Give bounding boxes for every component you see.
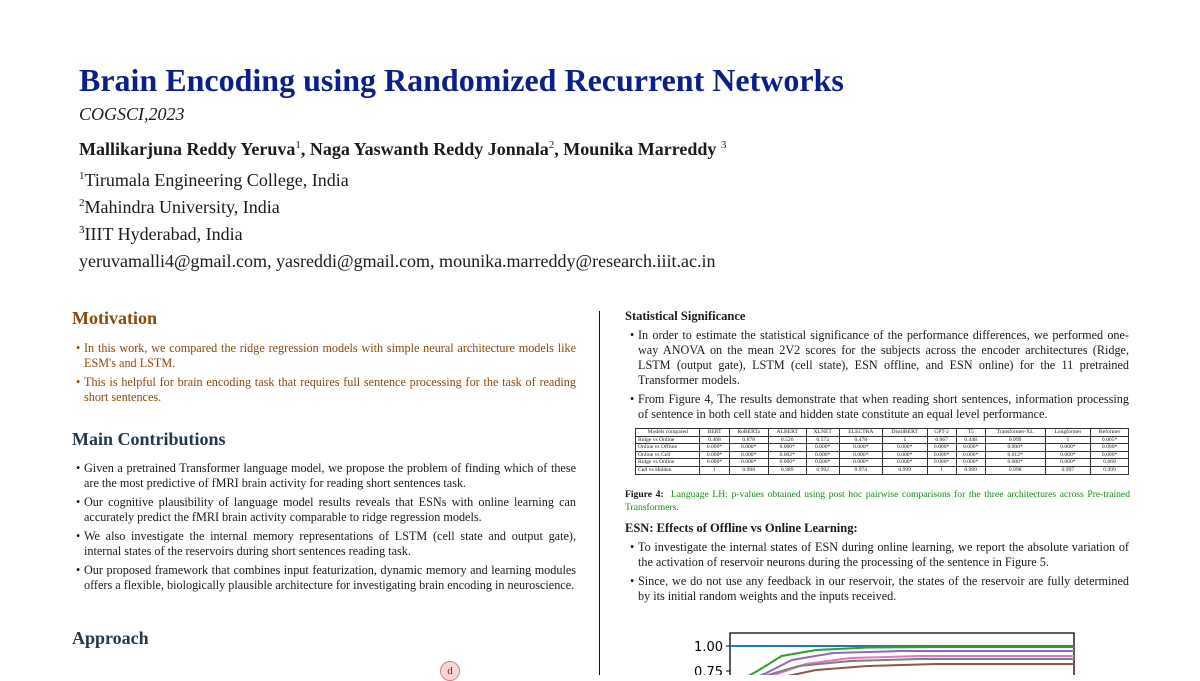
y-tick-label: 0.75 — [694, 665, 723, 675]
affiliation — [79, 224, 243, 245]
table-cell: 0.000* — [700, 451, 729, 459]
row-label-cell: Cell vs Hidden — [636, 466, 700, 474]
esn-heading: ESN: Effects of Offline vs Online Learning: — [625, 521, 858, 535]
table-cell: 0.000* — [700, 444, 729, 452]
table-cell: 0.000* — [839, 459, 882, 467]
author-affiliation-mark: 2 — [548, 139, 555, 151]
table-cell: 0.000* — [956, 451, 985, 459]
table-cell: 0.068 — [1091, 459, 1129, 467]
table-cell: 0.478 — [839, 436, 882, 444]
list-item: • In this work, we compared the ridge regression models with simple neural architecture models like ESM's and LSTM. — [76, 341, 576, 371]
row-label-cell: Ridge vs Online — [636, 459, 700, 467]
table-cell: 0.000* — [700, 459, 729, 467]
list-item: • Our proposed framework that combines input featurization, dynamic memory and learning modules offers a flexible, biologically plausible architecture for investigating brain encoding in neuroscience. — [76, 563, 576, 593]
column-header: T5 — [956, 429, 985, 437]
approach-heading: Approach — [72, 628, 149, 648]
table-cell: 0.967 — [927, 436, 956, 444]
table-cell: 0.878 — [729, 436, 768, 444]
figure-caption — [625, 488, 1130, 514]
column-header: Models compared — [636, 429, 700, 437]
table-cell: 0.000* — [956, 459, 985, 467]
table-cell: 0.992 — [806, 466, 839, 474]
motivation-list — [76, 341, 576, 409]
reservoir-activation-chart — [680, 628, 1080, 675]
table-cell: 0.999 — [1091, 466, 1129, 474]
table-cell: 0.012* — [985, 451, 1045, 459]
list-item: • Given a pretrained Transformer language model, we propose the problem of finding which of these are the most predictive of fMRI brain activity for reading short sentences task. — [76, 461, 576, 491]
table-row — [636, 459, 1129, 467]
table-cell: 0.000* — [1045, 459, 1091, 467]
p-values-table — [635, 428, 1129, 475]
statistical-significance-list — [630, 328, 1129, 426]
table-cell: 0.000* — [927, 459, 956, 467]
column-header: Longformer — [1045, 429, 1091, 437]
contributions-heading: Main Contributions — [72, 429, 226, 449]
column-header: ELECTRA — [839, 429, 882, 437]
table-cell: 0.000* — [806, 444, 839, 452]
figure-caption-text: Language LH: p-values obtained using post hoc pairwise comparisons for the three architectures across Pre-trained Transformers. — [625, 489, 1130, 513]
column-header: Reformer — [1091, 429, 1129, 437]
table-cell: 0.468 — [700, 436, 729, 444]
table-cell: 1 — [927, 466, 956, 474]
table-cell: 0.999 — [956, 466, 985, 474]
table-cell: 0.000* — [768, 444, 806, 452]
table-row — [636, 444, 1129, 452]
row-label-cell: Online vs Cell — [636, 451, 700, 459]
column-header: ALBERT — [768, 429, 806, 437]
affiliation-text: Tirumala Engineering College, India — [84, 170, 349, 190]
author-name: Mounika Marreddy — [563, 139, 717, 159]
column-header: RoBERTa — [729, 429, 768, 437]
table-cell: 0.997 — [1045, 466, 1091, 474]
affiliation-mark: 2 — [79, 197, 85, 209]
table-row — [636, 451, 1129, 459]
statistical-significance-heading: Statistical Significance — [625, 309, 746, 323]
table-cell: 0.000* — [1091, 451, 1129, 459]
table-cell: 1 — [882, 436, 927, 444]
author-name: Mallikarjuna Reddy Yeruva — [79, 139, 296, 159]
column-header: BERT — [700, 429, 729, 437]
table-cell: 0.998 — [729, 466, 768, 474]
list-item: • We also investigate the internal memory representations of LSTM (cell state and output gate), internal states of the reservoirs during short sentences reading task. — [76, 529, 576, 559]
author-affiliation-mark: 3 — [720, 139, 727, 151]
table-cell: 0.999 — [882, 466, 927, 474]
affiliation-text: IIIT Hyderabad, India — [84, 224, 243, 244]
row-label-cell: Online vs Offline — [636, 444, 700, 452]
table-cell: 0.000* — [729, 459, 768, 467]
table-cell: 0.000* — [985, 459, 1045, 467]
table-cell: 0.000* — [1091, 444, 1129, 452]
author-emails: yeruvamalli4@gmail.com, yasreddi@gmail.com, mounika.marreddy@research.iiit.ac.in — [79, 251, 716, 271]
affiliation-mark: 3 — [79, 224, 85, 236]
column-header: XLNET — [806, 429, 839, 437]
diagram-node-badge: d — [440, 661, 460, 681]
table-cell: 0.573 — [806, 436, 839, 444]
plot-frame — [730, 633, 1074, 675]
table-cell: 0.000* — [729, 451, 768, 459]
table-cell: 0.526 — [768, 436, 806, 444]
author-affiliation-mark: 1 — [295, 139, 301, 151]
column-header: DistilBERT — [882, 429, 927, 437]
affiliation — [79, 197, 280, 218]
contributions-list — [76, 461, 576, 597]
table-cell: 0.989 — [768, 466, 806, 474]
column-header: Transformer-XL — [985, 429, 1045, 437]
list-item: • This is helpful for brain encoding task that requires full sentence processing for the task of reading short sentences. — [76, 375, 576, 405]
venue: COGSCI,2023 — [79, 104, 185, 124]
table-cell: 0.000* — [839, 444, 882, 452]
motivation-heading: Motivation — [72, 308, 157, 328]
row-label-cell: Ridge vs Online — [636, 436, 700, 444]
table-cell: 0.000* — [882, 444, 927, 452]
y-tick-label: 1.00 — [694, 640, 723, 655]
table-cell: 0.000* — [985, 444, 1045, 452]
table-cell: 0.002* — [768, 451, 806, 459]
table-cell: 0.999 — [985, 436, 1045, 444]
table-cell: 1 — [700, 466, 729, 474]
table-cell: 0.000* — [882, 451, 927, 459]
table-cell: 0.000* — [729, 444, 768, 452]
table-cell: 1 — [1045, 436, 1091, 444]
column-header: GPT-2 — [927, 429, 956, 437]
table-cell: 0.998 — [985, 466, 1045, 474]
author-list: Mallikarjuna Reddy Yeruva$^1$, Naga Yaswanth Reddy Jonnala$^2$, Mounika Marreddy $^3$ — [79, 139, 727, 159]
table-cell: 0.000* — [927, 444, 956, 452]
table-row — [636, 436, 1129, 444]
list-item: • To investigate the internal states of ESN during online learning, we report the absolute variation of the activation of reservoir neurons during the processing of the sentence in Figure 5. — [630, 540, 1129, 570]
author-name: Naga Yaswanth Reddy Jonnala — [309, 139, 549, 159]
table-cell: 0.006* — [927, 451, 956, 459]
poster-title: Brain Encoding using Randomized Recurrent Networks — [79, 62, 844, 98]
affiliation-text: Mahindra University, India — [84, 197, 280, 217]
table-cell: 0.000* — [882, 459, 927, 467]
table-cell: 0.000* — [768, 459, 806, 467]
table-cell: 0.005* — [1091, 436, 1129, 444]
table-cell: 0.006* — [839, 451, 882, 459]
table-body — [636, 436, 1129, 474]
affiliation — [79, 170, 349, 191]
table-row — [636, 466, 1129, 474]
table-cell: 0.000* — [956, 444, 985, 452]
table-cell: 0.000* — [1045, 444, 1091, 452]
list-item: • Our cognitive plausibility of language model results reveals that ESNs with online learning can accurately predict the fMRI brain activity comparable to ridge regression models. — [76, 495, 576, 525]
table-cell: 0.000* — [1045, 451, 1091, 459]
list-item: • In order to estimate the statistical significance of the performance differences, we performed one-way ANOVA on the mean 2V2 scores for the subjects across the encoder architectures (Ridge, LSTM (output gate), LSTM (cell state), ESN offline, and ESN online) for the 11 pretrained Transformer models. — [630, 328, 1129, 388]
list-item: • From Figure 4, The results demonstrate that when reading short sentences, information processing of sentence in both cell state and hidden state constitute an equal level performance. — [630, 392, 1129, 422]
figure-label: Figure 4: — [625, 489, 664, 500]
table-cell: 0.006* — [806, 451, 839, 459]
affiliation-mark: 1 — [79, 170, 85, 182]
table-cell: 0.974 — [839, 466, 882, 474]
list-item: • Since, we do not use any feedback in our reservoir, the states of the reservoir are fully determined by its initial random weights and the inputs received. — [630, 574, 1129, 604]
esn-list — [630, 540, 1129, 608]
table-cell: 0.448 — [956, 436, 985, 444]
table-cell: 0.000* — [806, 459, 839, 467]
column-divider — [599, 311, 600, 675]
table-header-row — [636, 429, 1129, 437]
